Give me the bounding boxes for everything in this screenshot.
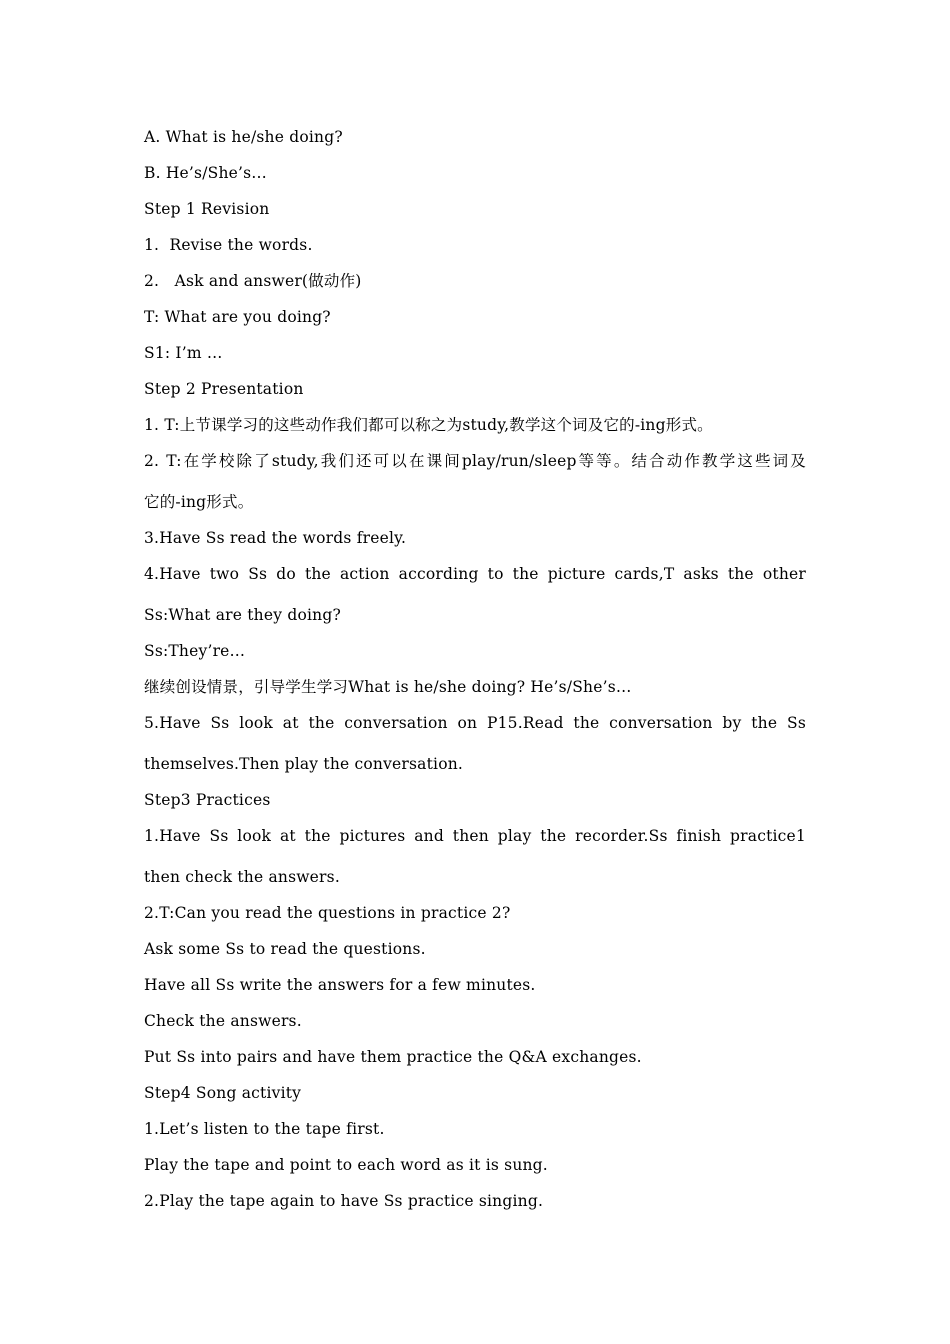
text-line: 1.Let’s listen to the tape first. — [144, 1120, 385, 1138]
text-line: then check the answers. — [144, 868, 340, 886]
text-line: themselves.Then play the conversation. — [144, 755, 464, 773]
text-line: Have all Ss write the answers for a few minutes. — [144, 976, 536, 994]
text-line: Check the answers. — [144, 1012, 302, 1030]
text-line: 2.T:Can you read the questions in practice 2? — [144, 904, 511, 922]
text-line: Play the tape and point to each word as it is sung. — [144, 1156, 548, 1174]
text-line: 1. Revise the words. — [144, 236, 313, 254]
text-line: S1: I’m … — [144, 344, 223, 362]
text-line: 它的-ing形式。 — [144, 493, 254, 511]
section-heading: Step 2 Presentation — [144, 380, 304, 398]
text-line: 1. T:上节课学习的这些动作我们都可以称之为study,教学这个词及它的-ing形式。 — [144, 416, 713, 434]
text-line: 5.Have Ss look at the conversation on P15.Read the conversation by the Ss — [144, 714, 806, 732]
section-heading: Step3 Practices — [144, 791, 271, 809]
text-line: B. He’s/She’s… — [144, 164, 267, 182]
text-line: T: What are you doing? — [144, 308, 331, 326]
text-line: A. What is he/she doing? — [144, 128, 343, 146]
text-line: Ss:They’re… — [144, 642, 246, 660]
section-heading: Step 1 Revision — [144, 200, 270, 218]
text-line: Ask some Ss to read the questions. — [144, 940, 426, 958]
text-line: 2. Ask and answer(做动作) — [144, 272, 362, 290]
text-line: 3.Have Ss read the words freely. — [144, 529, 407, 547]
text-line: 继续创设情景，引导学生学习What is he/she doing? He’s/She’s… — [144, 678, 632, 696]
text-line: 2.Play the tape again to have Ss practice singing. — [144, 1192, 544, 1210]
text-line: 1.Have Ss look at the pictures and then play the recorder.Ss finish practice1 — [144, 827, 806, 845]
text-line: Ss:What are they doing? — [144, 606, 341, 624]
section-heading: Step4 Song activity — [144, 1084, 302, 1102]
text-line: 2. T:在学校除了study,我们还可以在课间play/run/sleep等等。结合动作教学这些词及 — [144, 452, 806, 470]
text-line: Put Ss into pairs and have them practice the Q&A exchanges. — [144, 1048, 642, 1066]
text-line: 4.Have two Ss do the action according to the picture cards,T asks the other — [144, 565, 806, 583]
